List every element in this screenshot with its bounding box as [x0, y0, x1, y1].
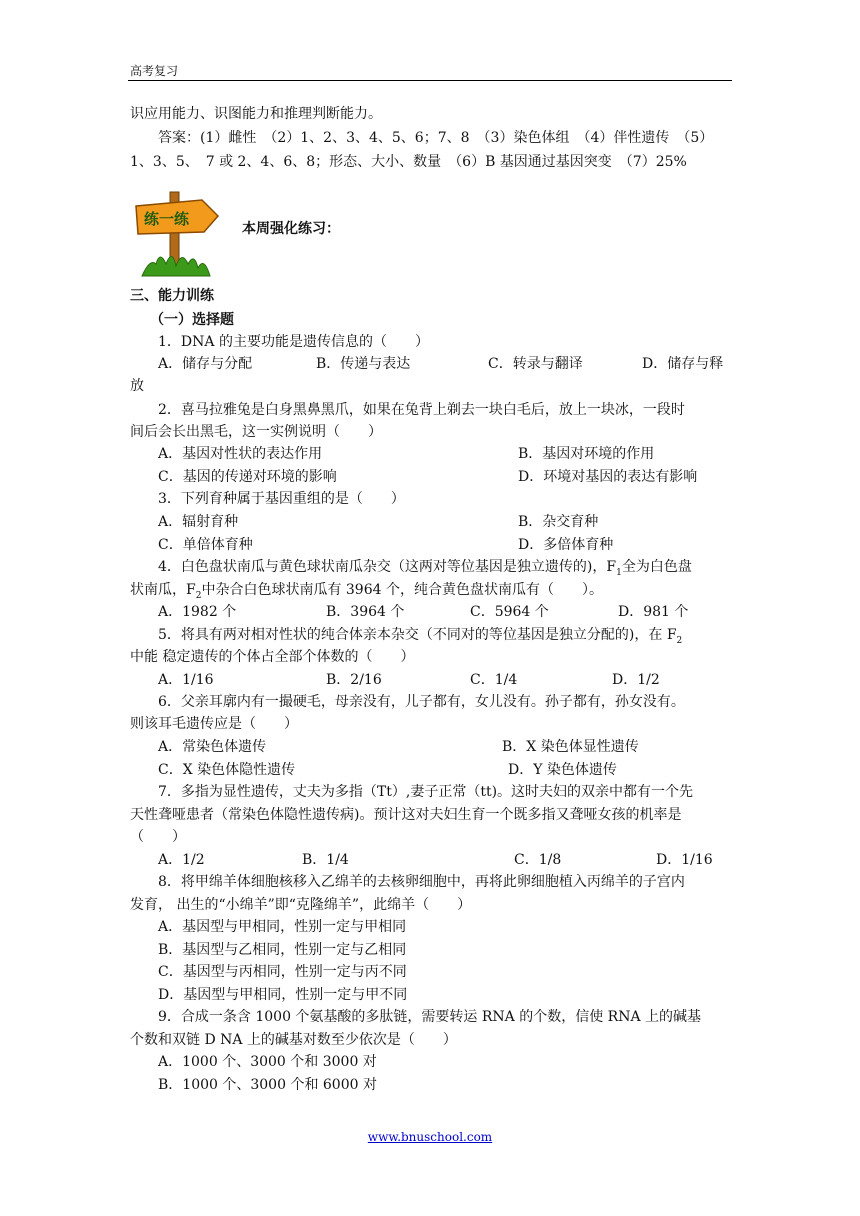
q3-option-c: C．单倍体育种 — [158, 537, 253, 553]
q8-option-d: D．基因型与甲相同，性别一定与甲不同 — [158, 987, 408, 1003]
q3-option-d: D．多倍体育种 — [518, 537, 614, 553]
q2-stem-2: 间后会长出黑毛，这一实例说明（ ） — [130, 424, 382, 440]
q5-option-c: C．1/4 — [470, 672, 518, 688]
practice-label: 本周强化练习： — [242, 221, 340, 237]
q9-stem-1: 9．合成一条含 1000 个氨基酸的多肽链，需要转运 RNA 的个数，信使 RNA 上的碱基 — [158, 1009, 702, 1025]
q5-stem-2: 中能 稳定遗传的个体占全部个体数的（ ） — [130, 649, 415, 665]
q7-stem-3: （ ） — [130, 829, 186, 845]
q2-stem-1: 2．喜马拉雅兔是白身黑鼻黑爪，如果在兔背上剃去一块白毛后，放上一块冰，一段时 — [158, 402, 685, 418]
q8-option-c: C．基因型与丙相同，性别一定与丙不同 — [158, 964, 407, 980]
q7-option-b: B．1/4 — [302, 852, 349, 868]
q4-option-b: B．3964 个 — [326, 604, 405, 620]
q2-option-c: C．基因的传递对环境的影响 — [158, 469, 337, 485]
q2-option-a: A．基因对性状的表达作用 — [158, 446, 323, 462]
q6-option-d: D．Y 染色体遗传 — [508, 762, 617, 778]
q9-option-a: A．1000 个、3000 个和 3000 对 — [158, 1054, 377, 1070]
section-subtitle: （一）选择题 — [150, 312, 234, 328]
q1-stem: 1．DNA 的主要功能是遗传信息的（ ） — [158, 334, 429, 350]
q5-option-b: B．2/16 — [326, 672, 382, 688]
header-rule — [128, 80, 732, 81]
q3-stem: 3．下列育种属于基因重组的是（ ） — [158, 491, 405, 507]
q6-option-a: A．常染色体遗传 — [158, 739, 267, 755]
q7-stem-1: 7．多指为显性遗传，丈夫为多指（Tt）,妻子正常（tt)。这时夫妇的双亲中都有一个先 — [158, 784, 694, 800]
q4-stem-1: 4．白色盘状南瓜与黄色球状南瓜杂交（这两对等位基因是独立遗传的)，$F_1$全为白色盘 — [158, 559, 692, 578]
q4-option-c: C．5964 个 — [470, 604, 549, 620]
q6-stem-1: 6．父亲耳廓内有一撮硬毛，母亲没有，儿子都有，女儿没有。孙子都有，孙女没有。 — [158, 694, 685, 710]
q1-option-d: D．储存与释 — [642, 356, 724, 372]
q4-option-a: A．1982 个 — [158, 604, 237, 620]
q5-stem-1: 5．将具有两对相对性状的纯合体亲本杂交（不同对的等位基因是独立分配的)，在 $F_2$ — [158, 627, 683, 646]
q2-option-d: D．环境对基因的表达有影响 — [518, 469, 698, 485]
q1-option-a: A．储存与分配 — [158, 356, 253, 372]
q9-option-b: B．1000 个、3000 个和 6000 对 — [158, 1077, 377, 1093]
q5-option-a: A．1/16 — [158, 672, 214, 688]
practice-signpost-icon — [130, 172, 222, 278]
q5-option-d: D．1/2 — [612, 672, 660, 688]
q2-option-b: B．基因对环境的作用 — [518, 446, 655, 462]
q9-stem-2: 个数和双链 D NA 上的碱基对数至少依次是（ ） — [130, 1032, 457, 1048]
q7-option-a: A．1/2 — [158, 852, 205, 868]
q8-option-b: B．基因型与乙相同，性别一定与乙相同 — [158, 942, 407, 958]
sign-text: 练一练 — [144, 210, 190, 228]
intro-text: 识应用能力、识图能力和推理判断能力。 — [130, 106, 382, 122]
q4-stem-2: 状南瓜，$F_2$中杂合白色球状南瓜有 3964 个，纯合黄色盘状南瓜有（ ）。 — [130, 582, 603, 601]
q3-option-a: A．辐射育种 — [158, 514, 239, 530]
q6-option-b: B．X 染色体显性遗传 — [502, 739, 639, 755]
q1-option-c: C．转录与翻译 — [488, 356, 583, 372]
section-title: 三、能力训练 — [130, 288, 214, 304]
q8-stem-2: 发育， 出生的“小绵羊”即“克隆绵羊”，此绵羊（ ） — [130, 897, 472, 913]
answer-line-2: 1、3、5、 7 或 2、4、6、8；形态、大小、数量 （6）B 基因通过基因突变 （7）25% — [130, 154, 687, 170]
q7-stem-2: 天性聋哑患者（常染色体隐性遗传病)。预计这对夫妇生育一个既多指又聋哑女孩的机率是 — [130, 807, 682, 823]
q6-option-c: C．X 染色体隐性遗传 — [158, 762, 296, 778]
q8-stem-1: 8．将甲绵羊体细胞核移入乙绵羊的去核卵细胞中，再将此卵细胞植入丙绵羊的子宫内 — [158, 874, 685, 890]
footer-link[interactable]: www.bnuschool.com — [367, 1130, 493, 1144]
q6-stem-2: 则该耳毛遗传应是（ ） — [130, 716, 298, 732]
footer — [0, 1130, 860, 1144]
q1-option-b: B．传递与表达 — [316, 356, 411, 372]
q1-option-d-cont: 放 — [130, 378, 144, 394]
q8-option-a: A．基因型与甲相同，性别一定与甲相同 — [158, 919, 407, 935]
answer-line-1: 答案：(1）雌性 （2）1、2、3、4、5、6；7、8 （3）染色体组 （4）伴性遗传 （5） — [158, 130, 714, 146]
q3-option-b: B．杂交育种 — [518, 514, 599, 530]
q4-option-d: D．981 个 — [618, 604, 689, 620]
page-header: 高考复习 — [130, 64, 179, 78]
q7-option-c: C．1/8 — [514, 852, 562, 868]
q7-option-d: D．1/16 — [656, 852, 713, 868]
